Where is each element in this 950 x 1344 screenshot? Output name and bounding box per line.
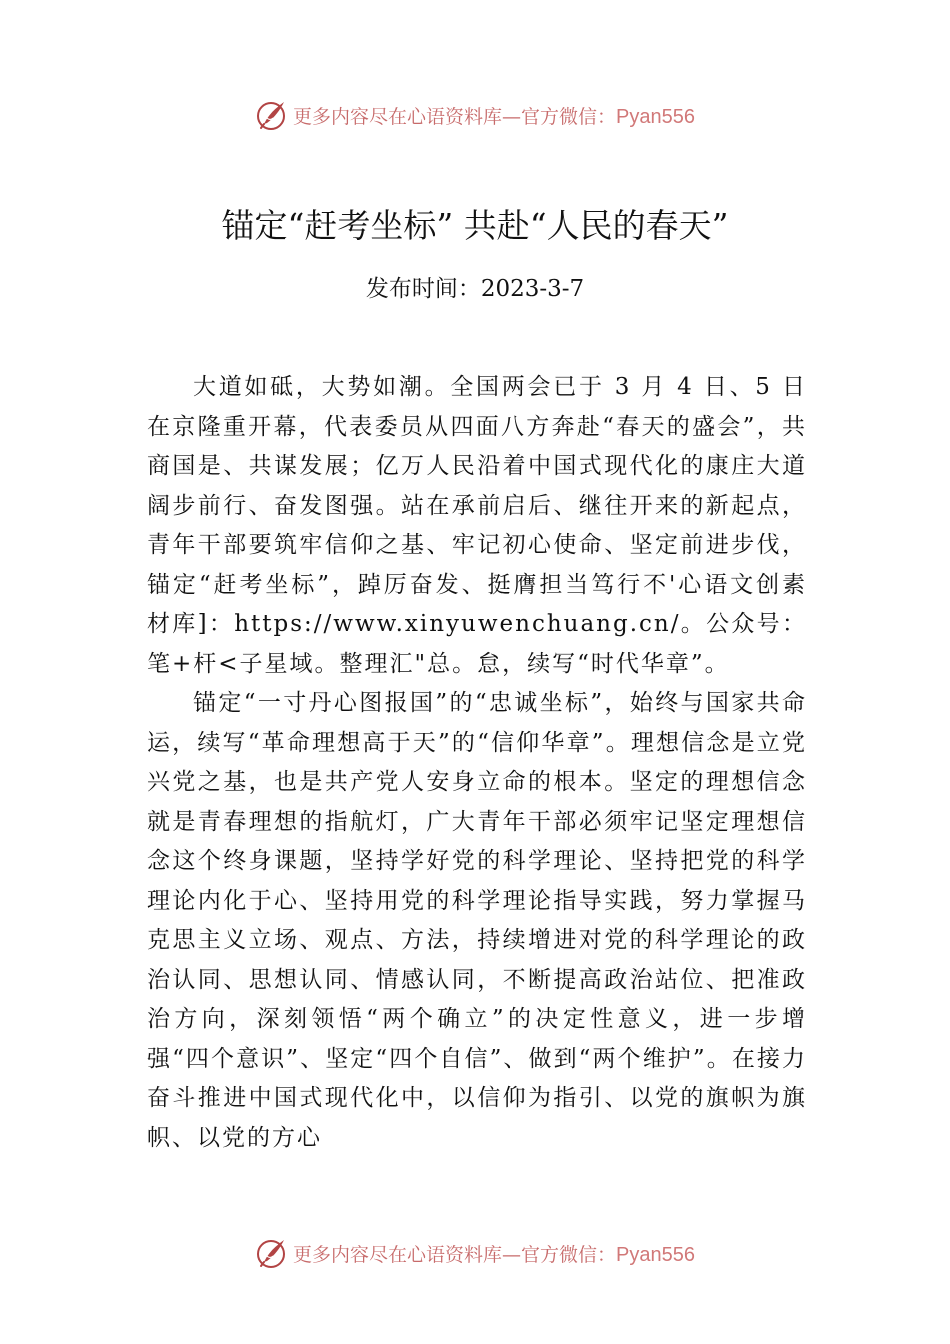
watermark-wechat-id: Pyan556 (616, 1243, 695, 1266)
footer-watermark (0, 1233, 950, 1273)
watermark-wechat-id: Pyan556 (616, 105, 695, 128)
article-title: 锚定“赶考坐标” 共赴“人民的春天” (221, 206, 729, 245)
quill-logo-icon (255, 98, 289, 132)
header-watermark (0, 95, 950, 135)
paragraph-2: 锚定“一寸丹心图报国”的“忠诚坐标”，始终与国家共命运，续写“革命理想高于天”的“信仰华章”。理想信念是立党兴党之基，也是共产党人安身立命的根本。坚定的理想信念就是青春理想的指航灯，广大青年干部必须牢记坚定理想信念这个终身课题，坚持学好党的科学理论、坚持把党的科学理论内化于心、坚持用党的科学理论指导实践，努力掌握马克思主义立场、观点、方法，持续增进对党的科学理论的政治认同、思想认同、情感认同，不断提高政治站位、把准政治方向，深刻领悟“两个确立”的决定性意义，进一步增强“四个意识”、坚定“四个自信”、做到“两个维护”。在接力奋斗推进中国式现代化中，以信仰为指引、以党的旗帜为旗帜、以党的方心 (147, 690, 807, 1151)
paragraph-1: 大道如砥，大势如潮。全国两会已于 3 月 4 日、5 日在京隆重开幕，代表委员从四面八方奔赴“春天的盛会”，共商国是、共谋发展；亿万人民沿着中国式现代化的康庄大道阔步前行、奋发图强。站在承前启后、继往开来的新起点，青年干部要筑牢信仰之基、牢记初心使命、坚定前进步伐，锚定“赶考坐标”，踔厉奋发、挺膺担当笃行不'心语文创素材库]：https://www.xinyuwenchuang.cn/。公众号：笔+杆<子星域。整理汇"总。怠，续写“时代华章”。 (147, 374, 807, 677)
publish-date: 发布时间：2023-3-7 (365, 276, 585, 302)
quill-logo-icon (255, 1236, 289, 1270)
watermark-label: 更多内容尽在心语资料库—官方微信： (293, 1243, 617, 1266)
watermark-label: 更多内容尽在心语资料库—官方微信： (293, 105, 617, 128)
watermark-text (293, 102, 695, 129)
watermark-text (293, 1240, 695, 1267)
article-body (147, 368, 807, 1158)
